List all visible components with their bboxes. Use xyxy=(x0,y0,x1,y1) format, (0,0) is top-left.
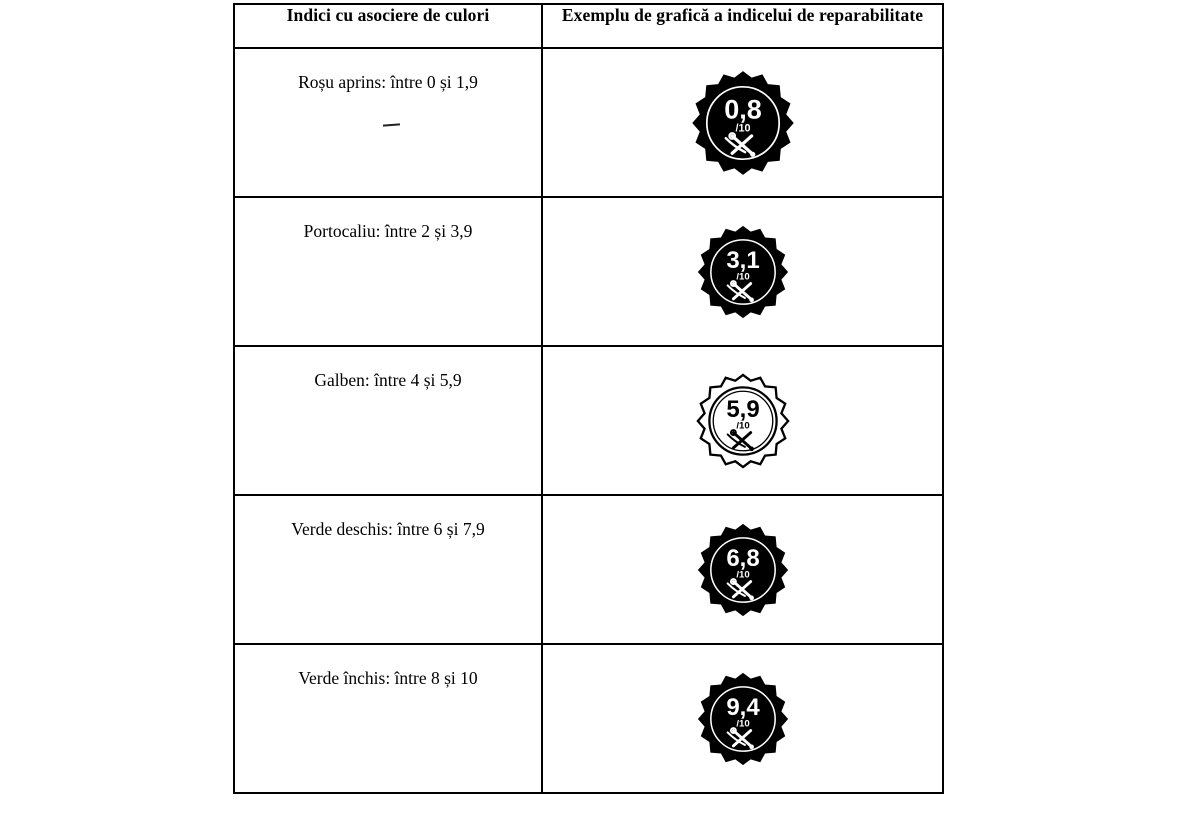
example-graphic-cell xyxy=(542,197,943,346)
badge-wrap xyxy=(543,198,942,345)
repairability-gear-icon xyxy=(695,373,791,469)
colour-index-cell xyxy=(234,495,542,644)
example-graphic-cell xyxy=(542,346,943,495)
example-graphic-cell xyxy=(542,48,943,197)
repairability-gear-icon xyxy=(695,522,791,618)
repairability-gear-icon xyxy=(695,224,791,320)
badge-score: 3,1 xyxy=(725,246,760,274)
table-row xyxy=(234,48,943,197)
column-header-example-graphic: Exemplu de grafică a indicelui de reparabilitate xyxy=(542,4,943,48)
table-header xyxy=(234,4,943,48)
example-graphic-cell xyxy=(542,644,943,793)
column-header-colour-index: Indici cu asociere de culori xyxy=(234,4,542,48)
badge-score-sub: /10 xyxy=(735,718,750,730)
colour-index-label: Verde închis: între 8 și 10 xyxy=(298,668,478,688)
colour-index-label: Verde deschis: între 6 și 7,9 xyxy=(291,519,485,539)
colour-index-label: Galben: între 4 și 5,9 xyxy=(314,370,462,390)
table-body xyxy=(234,48,943,793)
badge-score: 5,9 xyxy=(725,395,760,423)
table-row xyxy=(234,495,943,644)
badge-wrap xyxy=(543,347,942,494)
colour-index-cell xyxy=(234,48,542,197)
repairability-gear-icon xyxy=(695,671,791,767)
badge-score-sub: /10 xyxy=(735,569,750,581)
repairability-gear-icon xyxy=(689,69,797,177)
table-row xyxy=(234,644,943,793)
colour-index-label: Roșu aprins: între 0 și 1,9 xyxy=(298,72,478,92)
badge-score-sub: /10 xyxy=(735,271,750,283)
repairability-index-table xyxy=(233,3,944,794)
badge-wrap xyxy=(543,496,942,643)
colour-index-cell xyxy=(234,346,542,495)
badge-score: 6,8 xyxy=(725,544,760,572)
badge-score: 0,8 xyxy=(723,94,762,125)
badge-score-sub: /10 xyxy=(735,420,750,432)
colour-index-cell xyxy=(234,197,542,346)
colour-index-cell xyxy=(234,644,542,793)
example-graphic-cell xyxy=(542,495,943,644)
badge-score: 9,4 xyxy=(725,693,760,721)
table-row xyxy=(234,346,943,495)
badge-score-sub: /10 xyxy=(734,122,751,135)
table-header-row xyxy=(234,4,943,48)
badge-wrap xyxy=(543,49,942,196)
colour-index-label: Portocaliu: între 2 și 3,9 xyxy=(303,221,473,241)
badge-wrap xyxy=(543,645,942,792)
table-row xyxy=(234,197,943,346)
